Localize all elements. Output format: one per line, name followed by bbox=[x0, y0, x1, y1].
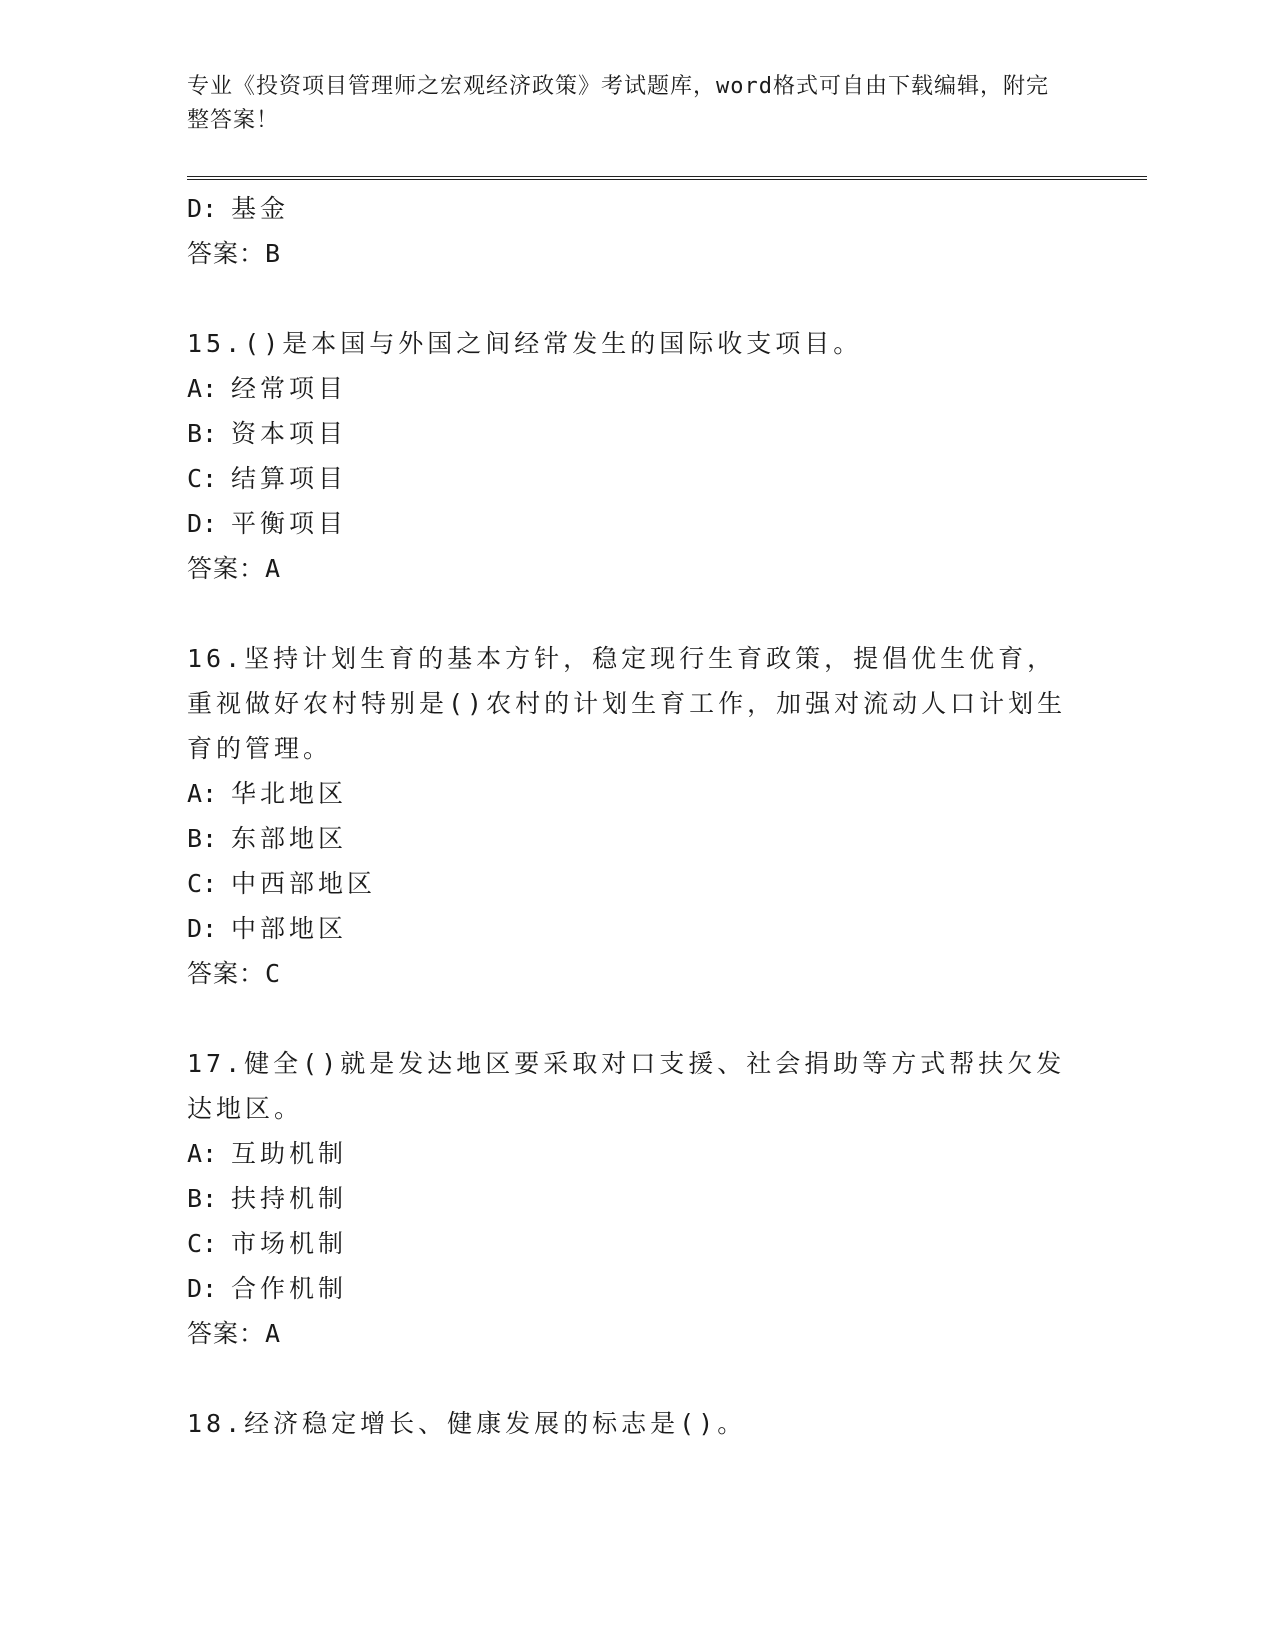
option-line bbox=[187, 456, 1147, 501]
option-line bbox=[187, 906, 1147, 951]
answer-value: B bbox=[265, 239, 282, 268]
option-letter: C: bbox=[187, 869, 218, 898]
option-letter: A: bbox=[187, 779, 218, 808]
option-letter: C: bbox=[187, 1229, 218, 1258]
question-stem: 17.健全()就是发达地区要采取对口支援、社会捐助等方式帮扶欠发达地区。 bbox=[187, 1049, 1066, 1123]
option-text: 市场机制 bbox=[231, 1229, 348, 1258]
question-15 bbox=[187, 321, 1147, 592]
question-stem: 15.()是本国与外国之间经常发生的国际收支项目。 bbox=[187, 329, 863, 358]
spacer bbox=[187, 592, 1147, 636]
option-letter: C: bbox=[187, 464, 218, 493]
option-text: 平衡项目 bbox=[231, 509, 348, 538]
option-line bbox=[187, 1131, 1147, 1176]
option-letter: D: bbox=[187, 194, 218, 223]
answer-label: 答案： bbox=[187, 959, 266, 988]
answer-label: 答案： bbox=[187, 554, 266, 583]
option-text: 资本项目 bbox=[231, 419, 348, 448]
document-page bbox=[187, 70, 1147, 1446]
option-line bbox=[187, 186, 1147, 231]
option-text: 中西部地区 bbox=[231, 869, 377, 898]
question-16 bbox=[187, 636, 1147, 997]
answer-line bbox=[187, 546, 1147, 592]
option-text: 合作机制 bbox=[231, 1274, 348, 1303]
answer-value: A bbox=[265, 1319, 282, 1348]
option-letter: B: bbox=[187, 1184, 218, 1213]
question-17 bbox=[187, 1041, 1147, 1357]
option-line bbox=[187, 1266, 1147, 1311]
answer-label: 答案： bbox=[187, 239, 266, 268]
option-line bbox=[187, 1176, 1147, 1221]
option-letter: D: bbox=[187, 1274, 218, 1303]
option-line bbox=[187, 366, 1147, 411]
answer-value: C bbox=[265, 959, 282, 988]
option-letter: D: bbox=[187, 914, 218, 943]
option-text: 经常项目 bbox=[231, 374, 348, 403]
spacer bbox=[187, 277, 1147, 321]
answer-label: 答案： bbox=[187, 1319, 266, 1348]
option-letter: B: bbox=[187, 419, 218, 448]
option-text: 扶持机制 bbox=[231, 1184, 348, 1213]
page-header: 专业《投资项目管理师之宏观经济政策》考试题库，word格式可自由下载编辑，附完整答案！ bbox=[187, 74, 1049, 133]
option-line bbox=[187, 1221, 1147, 1266]
option-letter: D: bbox=[187, 509, 218, 538]
spacer bbox=[187, 1357, 1147, 1401]
option-text: 基金 bbox=[231, 194, 290, 223]
answer-line bbox=[187, 231, 1147, 277]
option-line bbox=[187, 816, 1147, 861]
option-line bbox=[187, 861, 1147, 906]
spacer bbox=[187, 997, 1147, 1041]
option-letter: B: bbox=[187, 824, 218, 853]
option-line bbox=[187, 411, 1147, 456]
option-text: 东部地区 bbox=[231, 824, 348, 853]
answer-line bbox=[187, 951, 1147, 997]
option-text: 华北地区 bbox=[231, 779, 348, 808]
option-text: 互助机制 bbox=[231, 1139, 348, 1168]
answer-line bbox=[187, 1311, 1147, 1357]
option-letter: A: bbox=[187, 1139, 218, 1168]
option-text: 结算项目 bbox=[231, 464, 348, 493]
option-text: 中部地区 bbox=[231, 914, 348, 943]
option-line bbox=[187, 771, 1147, 816]
question-18 bbox=[187, 1401, 1147, 1446]
question-stem: 16.坚持计划生育的基本方针，稳定现行生育政策，提倡优生优育，重视做好农村特别是()农村的计划生育工作，加强对流动人口计划生育的管理。 bbox=[187, 644, 1067, 763]
header-divider bbox=[187, 176, 1147, 180]
option-line bbox=[187, 501, 1147, 546]
question-stem: 18.经济稳定增长、健康发展的标志是()。 bbox=[187, 1409, 747, 1438]
option-letter: A: bbox=[187, 374, 218, 403]
carryover-block bbox=[187, 186, 1147, 277]
answer-value: A bbox=[265, 554, 282, 583]
